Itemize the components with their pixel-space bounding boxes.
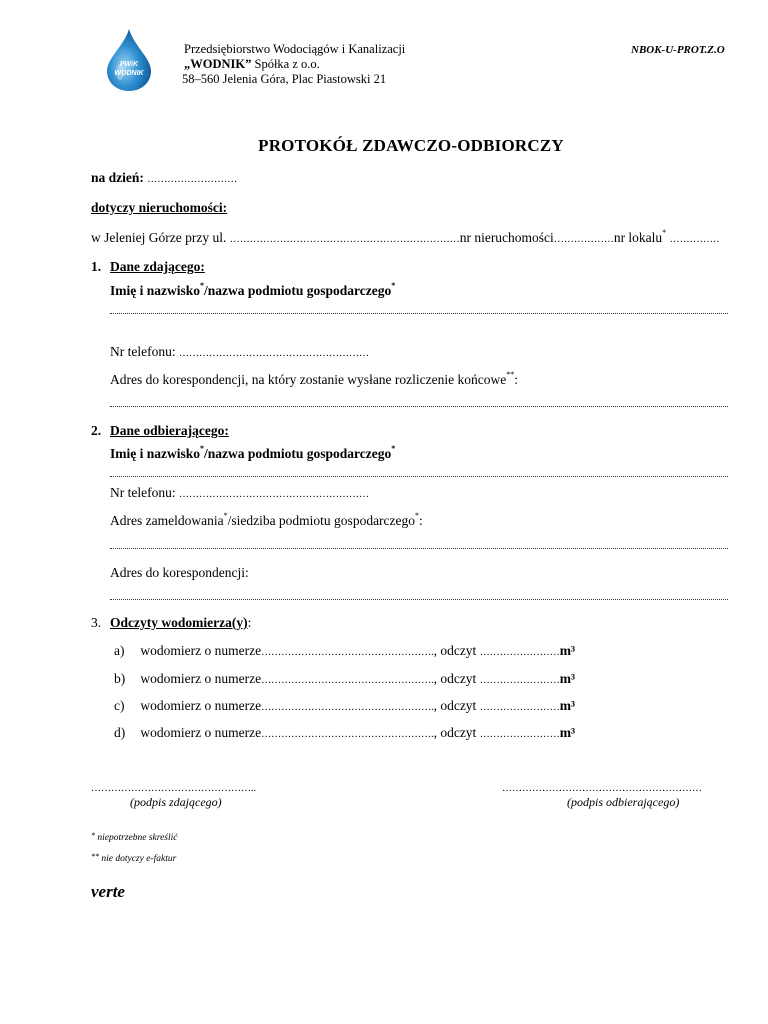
footnote-mark: * — [91, 831, 95, 840]
verte-label: verte — [91, 882, 125, 901]
section1-address-label — [110, 372, 518, 388]
unit: m³ — [559, 698, 575, 713]
colon: : — [247, 615, 252, 630]
footnote-mark: ** — [91, 852, 99, 861]
company-name: „WODNIK” — [184, 57, 252, 71]
date-field[interactable]: ……………………… — [147, 174, 238, 185]
section2-name-field[interactable] — [110, 476, 728, 477]
property-row — [91, 230, 720, 246]
colon: : — [514, 372, 519, 387]
reading-field[interactable]: …………………… — [479, 729, 560, 740]
footnote-1-text: niepotrzebne skreślić — [97, 833, 178, 843]
footnote-mark: * — [391, 444, 396, 453]
name-label-part2: /nazwa podmiotu gospodarczego — [204, 283, 392, 298]
registration-label-part1: Adres zameldowania — [110, 513, 224, 528]
section1-heading: Dane zdającego: — [110, 259, 205, 274]
section2-correspondence-label: Adres do korespondencji: — [110, 565, 249, 580]
section1-name-field[interactable] — [110, 313, 728, 314]
footnote-mark: * — [223, 511, 228, 520]
section2-phone-row — [110, 485, 369, 501]
section1-phone-row — [110, 344, 369, 360]
unit: m³ — [559, 671, 575, 686]
meter-letter: a) — [114, 643, 125, 658]
unit: m³ — [559, 643, 575, 658]
company-name-line — [184, 57, 320, 72]
section1-address-field[interactable] — [110, 406, 728, 407]
footnote-1 — [91, 833, 178, 843]
reading-field[interactable]: …………………… — [479, 647, 560, 658]
registration-label-part2: /siedziba podmiotu gospodarczego — [227, 513, 416, 528]
reading-field[interactable]: …………………… — [479, 675, 560, 686]
section1-phone-field[interactable]: ………………………………………………… — [178, 348, 369, 359]
section3-heading-row — [110, 615, 251, 631]
logo-text-top: PWiK — [119, 61, 139, 68]
meter-label: wodomierz o numerze — [140, 671, 262, 686]
name-label-part1: Imię i nazwisko — [110, 446, 201, 461]
meter-letter: c) — [114, 698, 125, 713]
meter-row-d — [114, 725, 575, 741]
reading-label: , odczyt — [433, 698, 477, 713]
meter-number-field[interactable]: ……………………………………………. — [261, 675, 434, 686]
unit: m³ — [559, 725, 575, 740]
company-suffix: Spółka z o.o. — [254, 57, 320, 71]
document-code: NBOK-U-PROT.Z.O — [631, 44, 725, 56]
footnote-2 — [91, 854, 176, 864]
signature-line-right[interactable]: …………………………………………………… — [502, 783, 702, 794]
colon: : — [419, 513, 423, 528]
meter-letter: b) — [114, 671, 126, 686]
flat-label: nr lokalu — [613, 230, 663, 245]
phone-label: Nr telefonu: — [110, 344, 176, 359]
date-label: na dzień: — [91, 170, 144, 185]
section2-registration-label — [110, 513, 423, 529]
footnote-mark: * — [415, 511, 420, 520]
footnote-2-text: nie dotyczy e-faktur — [101, 854, 177, 864]
section2-heading: Dane odbierającego: — [110, 423, 229, 438]
street-label: w Jeleniej Górze przy ul. — [91, 230, 227, 245]
section1-name-label — [110, 283, 395, 299]
company-line1: Przedsiębiorstwo Wodociągów i Kanalizacji — [184, 42, 406, 56]
company-address: 58–560 Jelenia Góra, Plac Piastowski 21 — [182, 72, 387, 86]
reading-field[interactable]: …………………… — [479, 702, 560, 713]
meter-label: wodomierz o numerze — [140, 725, 262, 740]
footnote-mark: * — [391, 281, 396, 290]
meter-number-field[interactable]: ……………………………………………. — [261, 702, 434, 713]
section2-registration-field[interactable] — [110, 548, 728, 549]
meter-number-field[interactable]: ……………………………………………. — [261, 729, 434, 740]
flat-field[interactable]: …………… — [669, 234, 720, 245]
phone-label: Nr telefonu: — [110, 485, 176, 500]
section3-number: 3. — [91, 615, 102, 630]
meter-label: wodomierz o numerze — [140, 643, 262, 658]
section2-number: 2. — [91, 423, 102, 438]
signature-line-left[interactable]: ………………………………………….. — [91, 783, 256, 794]
page-title: PROTOKÓŁ ZDAWCZO-ODBIORCZY — [258, 136, 564, 155]
section2-correspondence-field[interactable] — [110, 599, 728, 600]
logo-text-bottom: WODNIK — [114, 70, 144, 77]
meter-number-field[interactable]: ……………………………………………. — [261, 647, 434, 658]
property-number-label: nr nieruchomości — [459, 230, 554, 245]
reading-label: , odczyt — [433, 671, 477, 686]
address-label-text: Adres do korespondencji, na który zostanie wysłane rozliczenie końcowe — [110, 372, 507, 387]
meter-row-a — [114, 643, 575, 659]
street-field[interactable]: …………………………………………………………… — [229, 234, 460, 245]
property-number-field[interactable]: ……………… — [553, 234, 614, 245]
reading-label: , odczyt — [433, 643, 477, 658]
meter-label: wodomierz o numerze — [140, 698, 262, 713]
meter-row-c — [114, 698, 575, 714]
name-label-part2: /nazwa podmiotu gospodarczego — [204, 446, 392, 461]
footnote-mark: * — [200, 444, 205, 453]
footnote-mark: * — [200, 281, 205, 290]
section2-name-label — [110, 446, 395, 462]
section2-phone-field[interactable]: ………………………………………………… — [178, 489, 369, 500]
reading-label: , odczyt — [433, 725, 477, 740]
property-heading: dotyczy nieruchomości: — [91, 200, 228, 215]
footnote-mark: ** — [506, 370, 515, 379]
meter-letter: d) — [114, 725, 126, 740]
section1-number: 1. — [91, 259, 102, 274]
meter-row-b — [114, 671, 575, 687]
pwik-wodnik-logo — [104, 28, 154, 92]
section3-heading: Odczyty wodomierza(y) — [110, 615, 248, 630]
name-label-part1: Imię i nazwisko — [110, 283, 201, 298]
signature-label-right: (podpis odbierającego) — [567, 795, 680, 809]
flat-footnote-mark: * — [662, 228, 667, 237]
signature-label-left: (podpis zdającego) — [130, 795, 222, 809]
date-row — [91, 170, 237, 186]
